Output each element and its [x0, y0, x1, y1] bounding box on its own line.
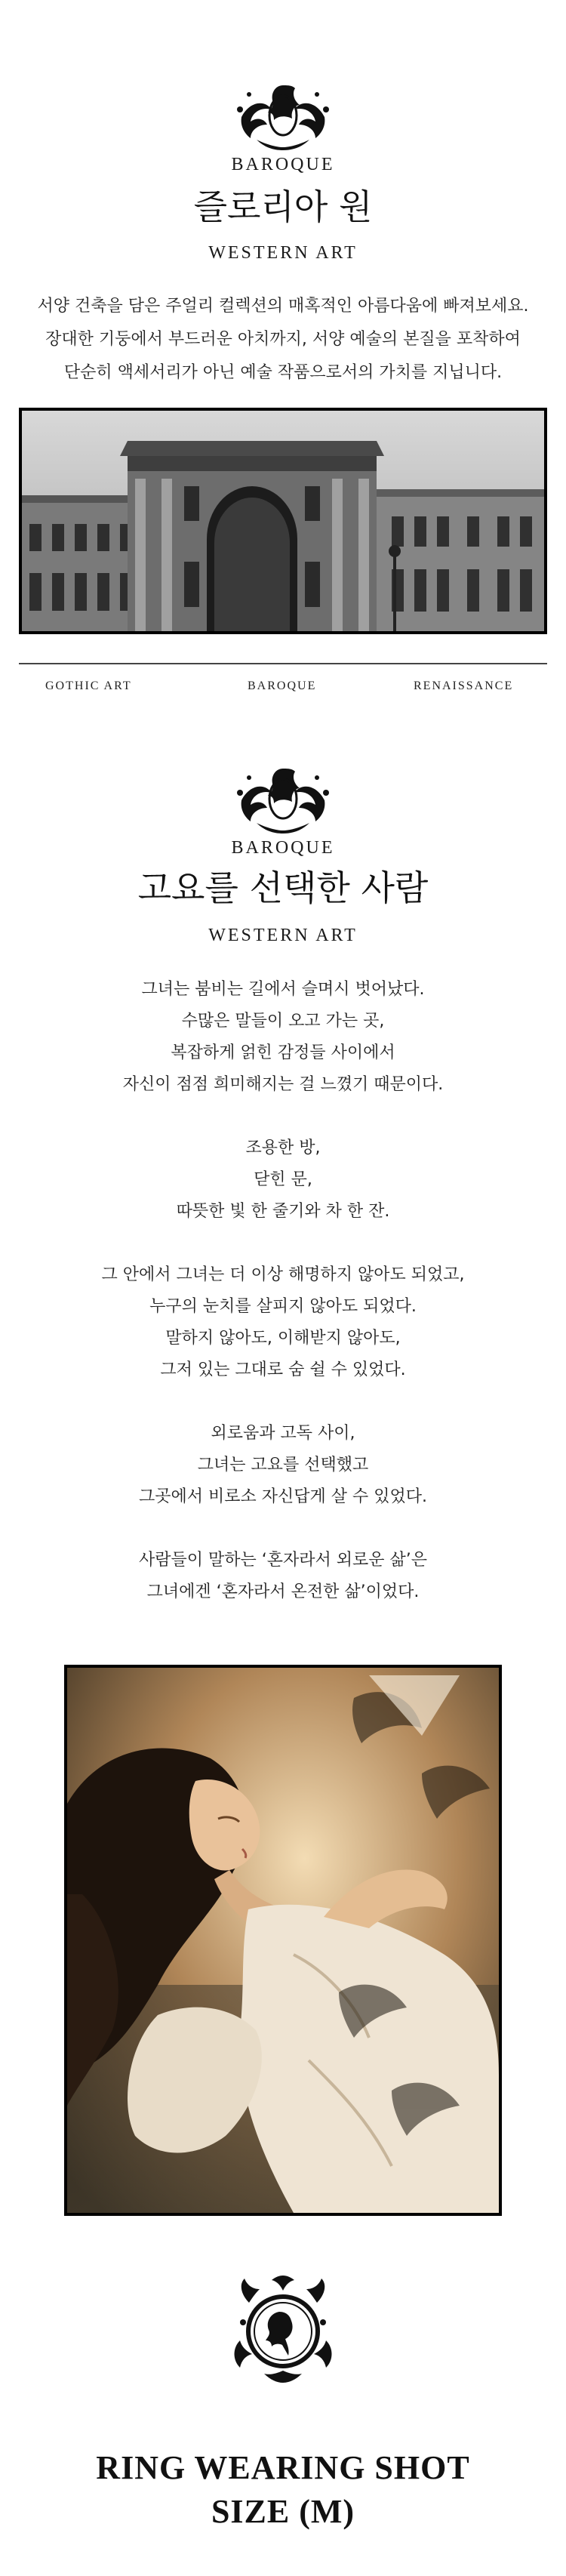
architecture-photo — [19, 408, 547, 634]
story-line: 그녀는 고요를 선택했고 — [197, 1456, 369, 1474]
story-paragraph — [0, 1259, 566, 1386]
woman-lying-painting-image — [67, 1668, 499, 2213]
footer-title-line1: RING WEARING SHOT — [96, 2449, 470, 2486]
story-line: 그녀는 붐비는 길에서 슬며시 벗어났다. — [141, 980, 425, 999]
story-line: 외로움과 고독 사이, — [211, 1424, 355, 1443]
story-line: 수많은 말들이 오고 가는 곳, — [181, 1012, 385, 1031]
nav-item-baroque[interactable]: BAROQUE — [248, 679, 317, 692]
story-line: 자신이 점점 희미해지는 걸 느꼈기 때문이다. — [122, 1075, 444, 1094]
story-text — [0, 974, 566, 1608]
story-line: 따뜻한 빛 한 줄기와 차 한 잔. — [176, 1202, 390, 1221]
nav-divider — [19, 663, 547, 664]
story-line: 조용한 방, — [245, 1139, 321, 1157]
section2-label-bottom: WESTERN ART — [208, 926, 358, 945]
story-line: 그저 있는 그대로 숨 쉴 수 있었다. — [160, 1360, 406, 1379]
story-line: 누구의 눈치를 살피지 않아도 되었다. — [149, 1297, 417, 1316]
story-paragraph — [0, 1545, 566, 1608]
nav-item-renaissance[interactable]: RENAISSANCE — [414, 679, 514, 692]
section2-title: 고요를 선택한 사람 — [137, 867, 429, 908]
section1-label-bottom: WESTERN ART — [208, 243, 358, 263]
section1-title: 즐로리아 원 — [193, 186, 373, 227]
story-paragraph — [0, 974, 566, 1101]
story-line: 복잡하게 얽힌 감정들 사이에서 — [171, 1043, 395, 1062]
cameo-medallion-icon — [226, 2272, 340, 2386]
story-line: 닫힌 문, — [254, 1170, 312, 1189]
category-nav — [0, 679, 566, 710]
baroque-emblem-icon — [226, 79, 340, 151]
story-line: 사람들이 말하는 ‘혼자라서 외로운 삶’은 — [139, 1551, 427, 1570]
arch-building-image — [22, 411, 544, 631]
ring-wearing-shot-title — [0, 2446, 566, 2534]
baroque-emblem-icon — [226, 763, 340, 834]
nav-item-gothic-art[interactable]: GOTHIC ART — [45, 679, 132, 692]
description-line: 단순히 액세서리가 아닌 예술 작품으로서의 가치를 지닙니다. — [63, 363, 503, 382]
story-paragraph — [0, 1418, 566, 1513]
story-line: 말하지 않아도, 이해받지 않아도, — [165, 1329, 401, 1348]
section1-label-top: BAROQUE — [231, 155, 335, 174]
footer-title-line2: SIZE (M) — [211, 2493, 355, 2530]
story-line: 그 안에서 그녀는 더 이상 해명하지 않아도 되었고, — [101, 1265, 465, 1284]
story-line: 그곳에서 비로소 자신답게 살 수 있었다. — [139, 1487, 427, 1506]
story-paragraph — [0, 1132, 566, 1228]
description-line: 서양 건축을 담은 주얼리 컬렉션의 매혹적인 아름다움에 빠져보세요. — [37, 297, 529, 316]
section1-description — [0, 290, 566, 390]
portrait-painting — [64, 1665, 502, 2216]
description-line: 장대한 기둥에서 부드러운 아치까지, 서양 예술의 본질을 포착하여 — [45, 330, 521, 349]
story-line: 그녀에겐 ‘혼자라서 온전한 삶’이었다. — [146, 1582, 420, 1601]
section2-label-top: BAROQUE — [231, 838, 335, 858]
